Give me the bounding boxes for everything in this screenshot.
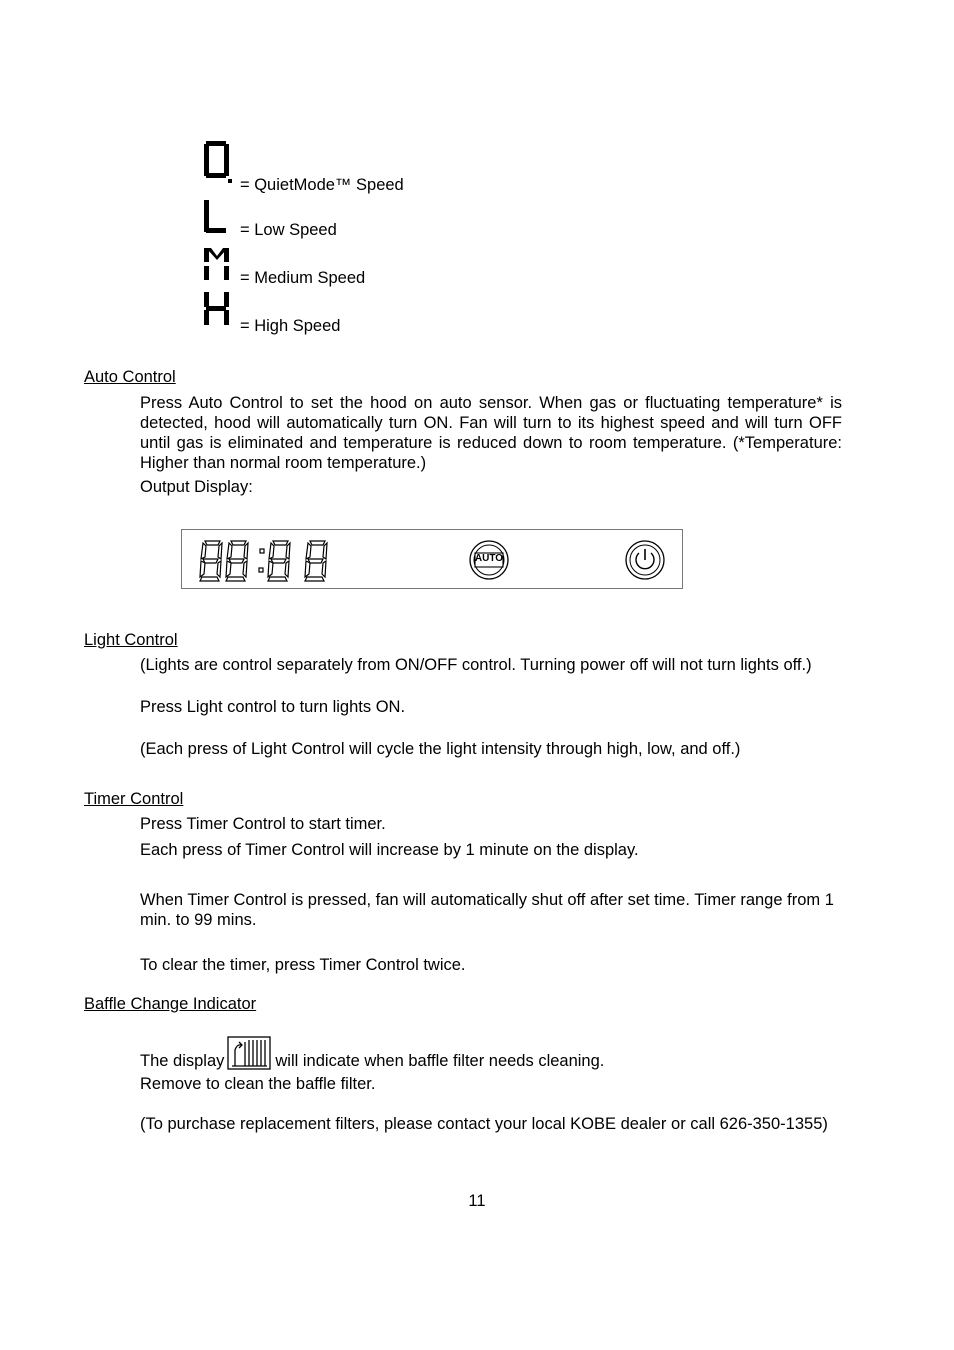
speed-label-medium: = Medium Speed [240,269,366,287]
timer-line-start: Press Timer Control to start timer. [140,815,386,833]
control-panel-display [181,529,683,589]
speed-label-low: = Low Speed [240,221,337,239]
baffle-remove-line: Remove to clean the baffle filter. [140,1075,376,1093]
light-control-press: Press Light control to turn lights ON. [140,698,406,716]
auto-control-heading: Auto Control [84,368,176,386]
power-icon [624,539,666,581]
baffle-display-pre: The display [140,1052,225,1070]
timer-line-increment: Each press of Timer Control will increase by 1 minute on the display. [140,841,639,859]
seven-segment-L-icon [200,196,234,238]
light-control-cycle: (Each press of Light Control will cycle the light intensity through high, low, and off.) [140,740,741,758]
timer-line-shutoff: When Timer Control is pressed, fan will automatically shut off after set time. Timer range from 1 [140,891,834,909]
baffle-filter-icon [227,1036,271,1070]
output-display-label: Output Display: [140,478,253,496]
timer-control-heading: Timer Control [84,790,184,808]
timer-line-clear: To clear the timer, press Timer Control twice. [140,956,466,974]
auto-button-label: AUTO [474,553,504,564]
seven-segment-H-icon [200,289,234,329]
light-control-heading: Light Control [84,631,178,649]
auto-control-description: Press Auto Control to set the hood on auto sensor. When gas or fluctuating temperature* is detected, hood will automatically turn ON. Fan will turn to its highest speed and will turn OFF until gas is eliminated and temperature is reduced down to room temperature. (*Temperature: Higher than normal room temperature.) [140,394,842,472]
baffle-display-post: will indicate when baffle filter needs cleaning. [275,1052,605,1070]
light-control-note: (Lights are control separately from ON/OFF control. Turning power off will not turn lights off.) [140,656,812,674]
page-number: 11 [468,1192,486,1210]
seven-segment-Q-icon [200,138,234,188]
seven-segment-digits-icon [182,530,682,588]
baffle-indicator-heading: Baffle Change Indicator [84,995,257,1013]
baffle-purchase-line: (To purchase replacement filters, please contact your local KOBE dealer or call 626-350-1355) [140,1115,828,1133]
auto-button[interactable] [468,539,510,581]
speed-label-high: = High Speed [240,317,341,335]
seven-segment-M-icon [200,244,234,284]
speed-label-quiet: = QuietMode™ Speed [240,176,404,194]
timer-line-range: min. to 99 mins. [140,911,257,929]
power-button[interactable] [624,539,666,581]
